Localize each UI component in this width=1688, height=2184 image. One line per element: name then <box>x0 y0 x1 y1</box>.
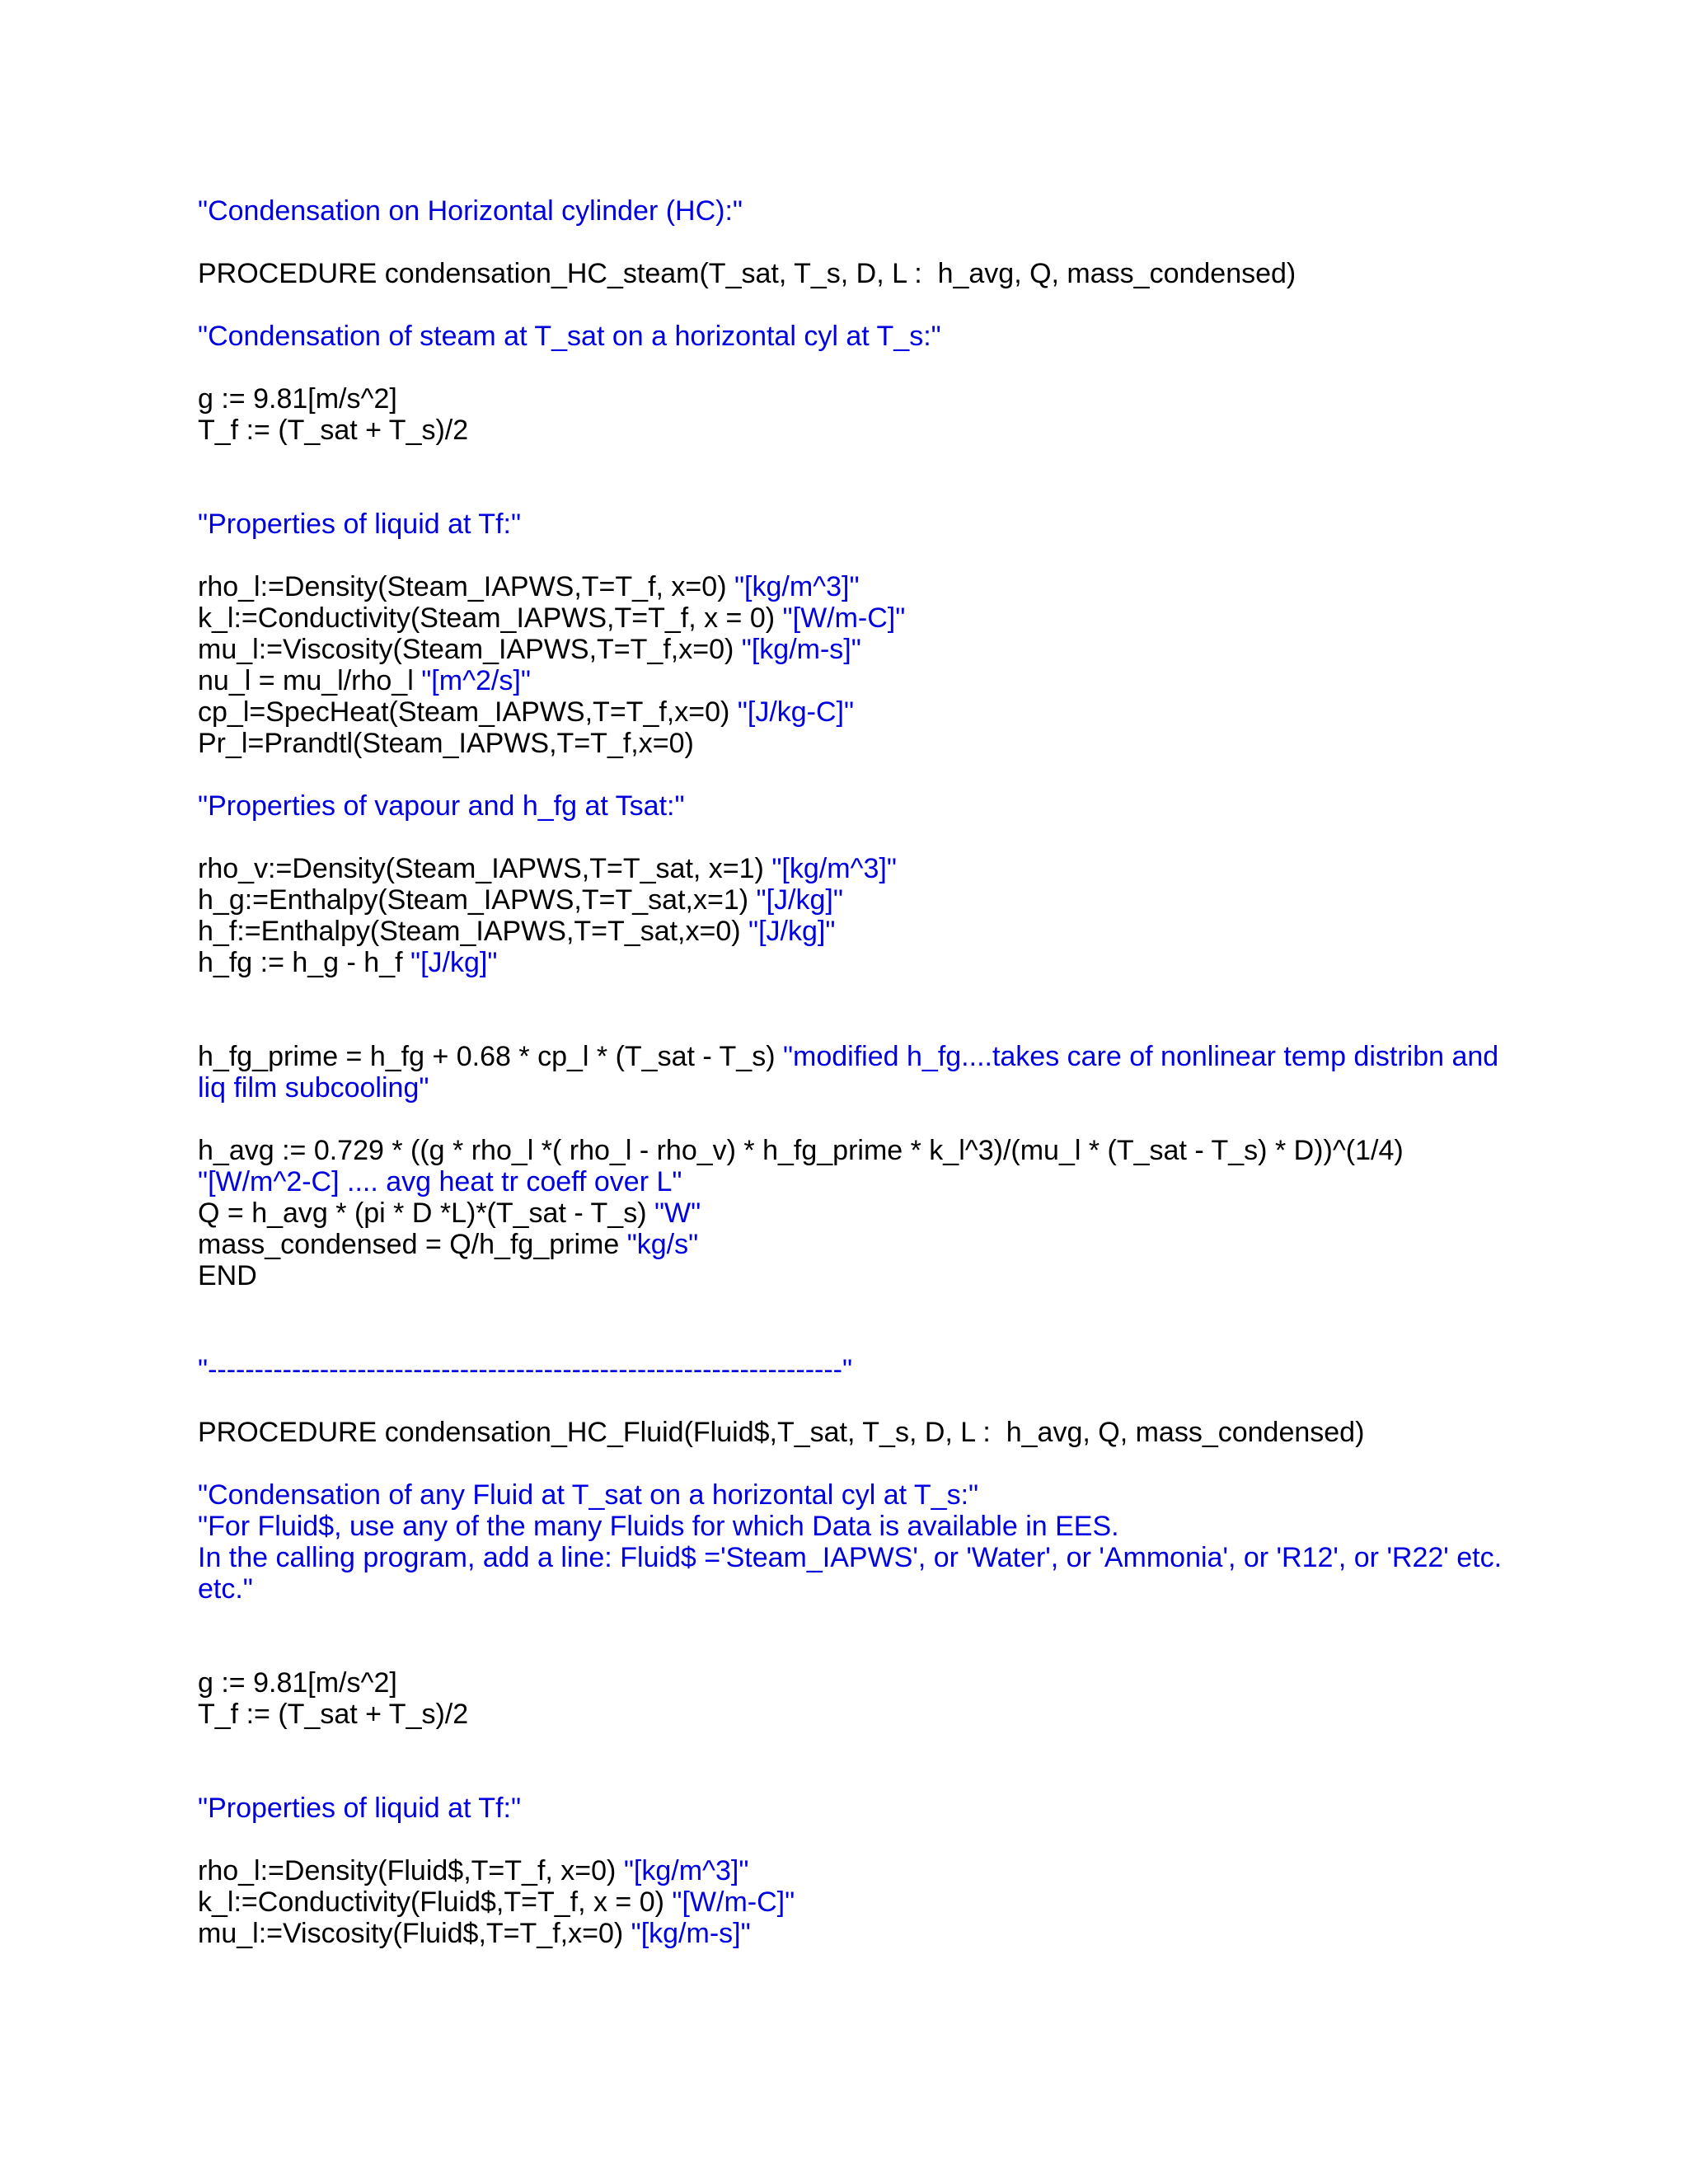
code-text: k_l:=Conductivity(Steam_IAPWS,T=T_f, x = 0) <box>198 602 783 634</box>
code-text: rho_l:=Density(Fluid$,T=T_f, x=0) <box>198 1855 624 1886</box>
code-text: T_f := (T_sat + T_s)/2 <box>198 1699 469 1730</box>
code-line-mu-l <box>198 634 861 665</box>
h-avg-comment <box>198 1166 682 1197</box>
code-text: g := 9.81[m/s^2] <box>198 383 397 415</box>
unit-comment: "[m^2/s]" <box>421 665 531 696</box>
unit-comment: "[J/kg]" <box>748 916 836 947</box>
code-text: PROCEDURE condensation_HC_steam(T_sat, T_s, D, L : h_avg, Q, mass_condensed) <box>198 258 1296 289</box>
comment-text: "Condensation of steam at T_sat on a horizontal cyl at T_s:" <box>198 321 941 352</box>
unit-comment: "[J/kg]" <box>410 947 498 978</box>
code-line-h-fg <box>198 947 497 978</box>
separator-comment <box>198 1354 852 1385</box>
comment-text: "Properties of liquid at Tf:" <box>198 509 522 540</box>
code-line-mass-condensed <box>198 1229 698 1260</box>
procedure-steam-signature <box>198 258 1296 289</box>
unit-comment: "[kg/m-s]" <box>741 634 861 665</box>
unit-comment: "[kg/m^3]" <box>771 853 897 884</box>
unit-comment: "kg/s" <box>626 1229 699 1260</box>
code-text: k_l:=Conductivity(Fluid$,T=T_f, x = 0) <box>198 1886 673 1918</box>
comment-text: In the calling program, add a line: Fluid$ ='Steam_IAPWS', or 'Water', or 'Ammonia', or 'R12', or 'R22' etc. <box>198 1542 1503 1573</box>
code-text: PROCEDURE condensation_HC_Fluid(Fluid$,T_sat, T_s, D, L : h_avg, Q, mass_condensed) <box>198 1417 1365 1448</box>
code-text: Q = h_avg * (pi * D *L)*(T_sat - T_s) <box>198 1197 654 1229</box>
code-text: h_avg := 0.729 * ((g * rho_l *( rho_l - rho_v) * h_fg_prime * k_l^3)/(mu_l * (T_sat - T_s) * D))^(1/4) <box>198 1135 1404 1166</box>
comment-continuation <box>198 1072 429 1104</box>
code-text: Pr_l=Prandtl(Steam_IAPWS,T=T_f,x=0) <box>198 728 694 759</box>
end-keyword <box>198 1260 257 1291</box>
code-line-rho-v <box>198 853 897 884</box>
code-text: mu_l:=Viscosity(Fluid$,T=T_f,x=0) <box>198 1918 631 1949</box>
code-line-h-fg-prime <box>198 1041 1498 1072</box>
code-line-h-f <box>198 916 835 947</box>
code-line-rho-l-fluid <box>198 1855 748 1886</box>
liquid-properties-comment-2 <box>198 1793 521 1824</box>
code-line-cp-l <box>198 696 854 728</box>
unit-comment: "[kg/m-s]" <box>631 1918 751 1949</box>
comment-text: "Condensation of any Fluid at T_sat on a horizontal cyl at T_s:" <box>198 1479 979 1511</box>
comment-text: "--------------------------------------------------------------------" <box>198 1354 853 1385</box>
comment-text: etc." <box>198 1573 253 1605</box>
unit-comment: "[kg/m^3]" <box>734 571 860 602</box>
unit-comment: "W" <box>654 1197 701 1229</box>
code-text: mass_condensed = Q/h_fg_prime <box>198 1229 627 1260</box>
unit-comment: "[J/kg-C]" <box>737 696 855 728</box>
unit-comment: "[kg/m^3]" <box>623 1855 749 1886</box>
code-text: rho_v:=Density(Steam_IAPWS,T=T_sat, x=1) <box>198 853 772 884</box>
procedure-fluid-description <box>198 1479 978 1511</box>
code-text: mu_l:=Viscosity(Steam_IAPWS,T=T_f,x=0) <box>198 634 742 665</box>
gravity-assignment-2 <box>198 1667 397 1699</box>
code-text: END <box>198 1260 257 1291</box>
code-line-nu-l <box>198 665 531 696</box>
code-text: rho_l:=Density(Steam_IAPWS,T=T_f, x=0) <box>198 571 734 602</box>
liquid-properties-comment <box>198 509 521 540</box>
film-temp-assignment <box>198 415 468 446</box>
code-text: cp_l=SpecHeat(Steam_IAPWS,T=T_f,x=0) <box>198 696 738 728</box>
code-text: h_fg := h_g - h_f <box>198 947 411 978</box>
comment-text: "Condensation on Horizontal cylinder (HC):" <box>198 195 743 227</box>
header-comment <box>198 195 743 227</box>
gravity-assignment <box>198 383 397 415</box>
code-line-q <box>198 1197 701 1229</box>
comment-text: liq film subcooling" <box>198 1072 429 1104</box>
procedure-fluid-signature <box>198 1417 1364 1448</box>
code-text: g := 9.81[m/s^2] <box>198 1667 397 1699</box>
unit-comment: "[W/m-C]" <box>782 602 906 634</box>
code-line-h-avg <box>198 1135 1404 1166</box>
comment-text: "For Fluid$, use any of the many Fluids for which Data is available in EES. <box>198 1511 1119 1542</box>
unit-comment: "[J/kg]" <box>756 884 843 916</box>
code-line-mu-l-fluid <box>198 1918 751 1949</box>
inline-comment: "modified h_fg....takes care of nonlinear temp distribn and <box>782 1041 1499 1072</box>
code-line-k-l-fluid <box>198 1886 795 1918</box>
code-line-rho-l <box>198 571 860 602</box>
comment-text: "[W/m^2-C] .... avg heat tr coeff over L" <box>198 1166 682 1197</box>
unit-comment: "[W/m-C]" <box>672 1886 795 1918</box>
code-text: h_fg_prime = h_fg + 0.68 * cp_l * (T_sat - T_s) <box>198 1041 783 1072</box>
fluid-usage-comment-line-2 <box>198 1542 1502 1573</box>
comment-text: "Properties of vapour and h_fg at Tsat:" <box>198 790 685 822</box>
code-text: T_f := (T_sat + T_s)/2 <box>198 415 469 446</box>
comment-text: "Properties of liquid at Tf:" <box>198 1793 522 1824</box>
code-text: nu_l = mu_l/rho_l <box>198 665 422 696</box>
procedure-steam-description <box>198 321 941 352</box>
code-text: h_g:=Enthalpy(Steam_IAPWS,T=T_sat,x=1) <box>198 884 757 916</box>
code-line-pr-l <box>198 728 694 759</box>
film-temp-assignment-2 <box>198 1699 468 1730</box>
fluid-usage-comment-line-3 <box>198 1573 253 1605</box>
code-line-h-g <box>198 884 843 916</box>
code-text: h_f:=Enthalpy(Steam_IAPWS,T=T_sat,x=0) <box>198 916 749 947</box>
vapour-properties-comment <box>198 790 685 822</box>
code-line-k-l <box>198 602 905 634</box>
fluid-usage-comment <box>198 1511 1119 1542</box>
